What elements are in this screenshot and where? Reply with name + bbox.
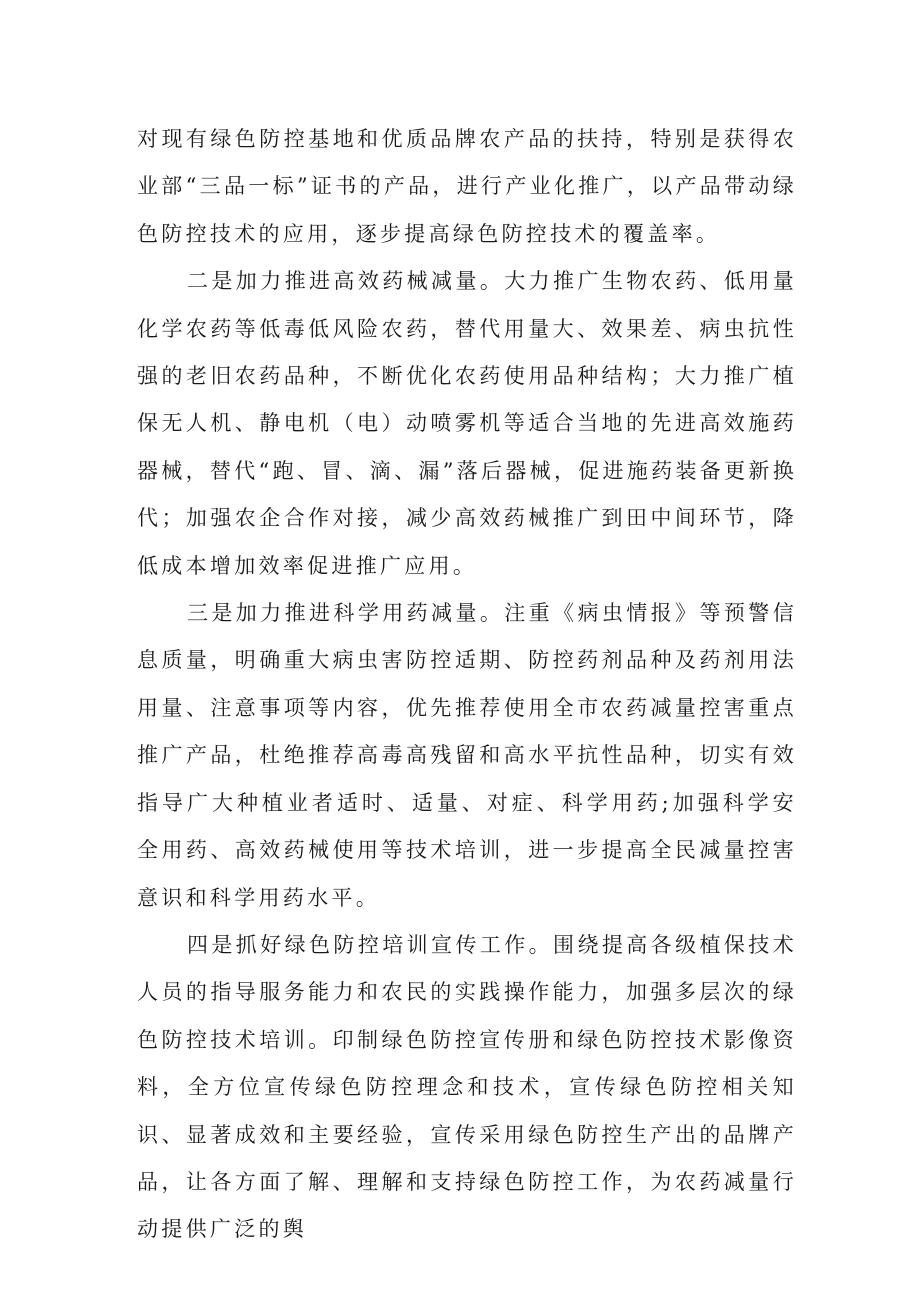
paragraph-point-four: 四是抓好绿色防控培训宣传工作。围绕提高各级植保技术人员的指导服务能力和农民的实践操作能力，加强多层次的绿色防控技术培训。印制绿色防控宣传册和绿色防控技术影像资料，全方位宣传绿色防控理念和技术，宣传绿色防控相关知识、显著成效和主要经验，宣传采用绿色防控生产出的品牌产品，让各方面了解、理解和支持绿色防控工作，为农药减量行动提供广泛的舆 [137, 932, 797, 1242]
document-body [137, 116, 797, 1254]
paragraph-continuation: 对现有绿色防控基地和优质品牌农产品的扶持，特别是获得农业部“三品一标”证书的产品，进行产业化推广，以产品带动绿色防控技术的应用，逐步提高绿色防控技术的覆盖率。 [137, 127, 797, 246]
paragraph-point-two: 二是加力推进高效药械减量。大力推广生物农药、低用量化学农药等低毒低风险农药，替代用量大、效果差、病虫抗性强的老旧农药品种，不断优化农药使用品种结构；大力推广植保无人机、静电机（电）动喷雾机等适合当地的先进高效施药器械，替代“跑、冒、滴、漏”落后器械，促进施药装备更新换代；加强农企合作对接，减少高效药械推广到田中间环节，降低成本增加效率促进推广应用。 [137, 269, 797, 578]
paragraph-point-three: 三是加力推进科学用药减量。注重《病虫情报》等预警信息质量，明确重大病虫害防控适期、防控药剂品种及药剂用法用量、注意事项等内容，优先推荐使用全市农药减量控害重点推广产品，杜绝推荐高毒高残留和高水平抗性品种，切实有效指导广大种植业者适时、适量、对症、科学用药;加强科学安全用药、高效药械使用等技术培训，进一步提高全民减量控害意识和科学用药水平。 [137, 601, 797, 910]
